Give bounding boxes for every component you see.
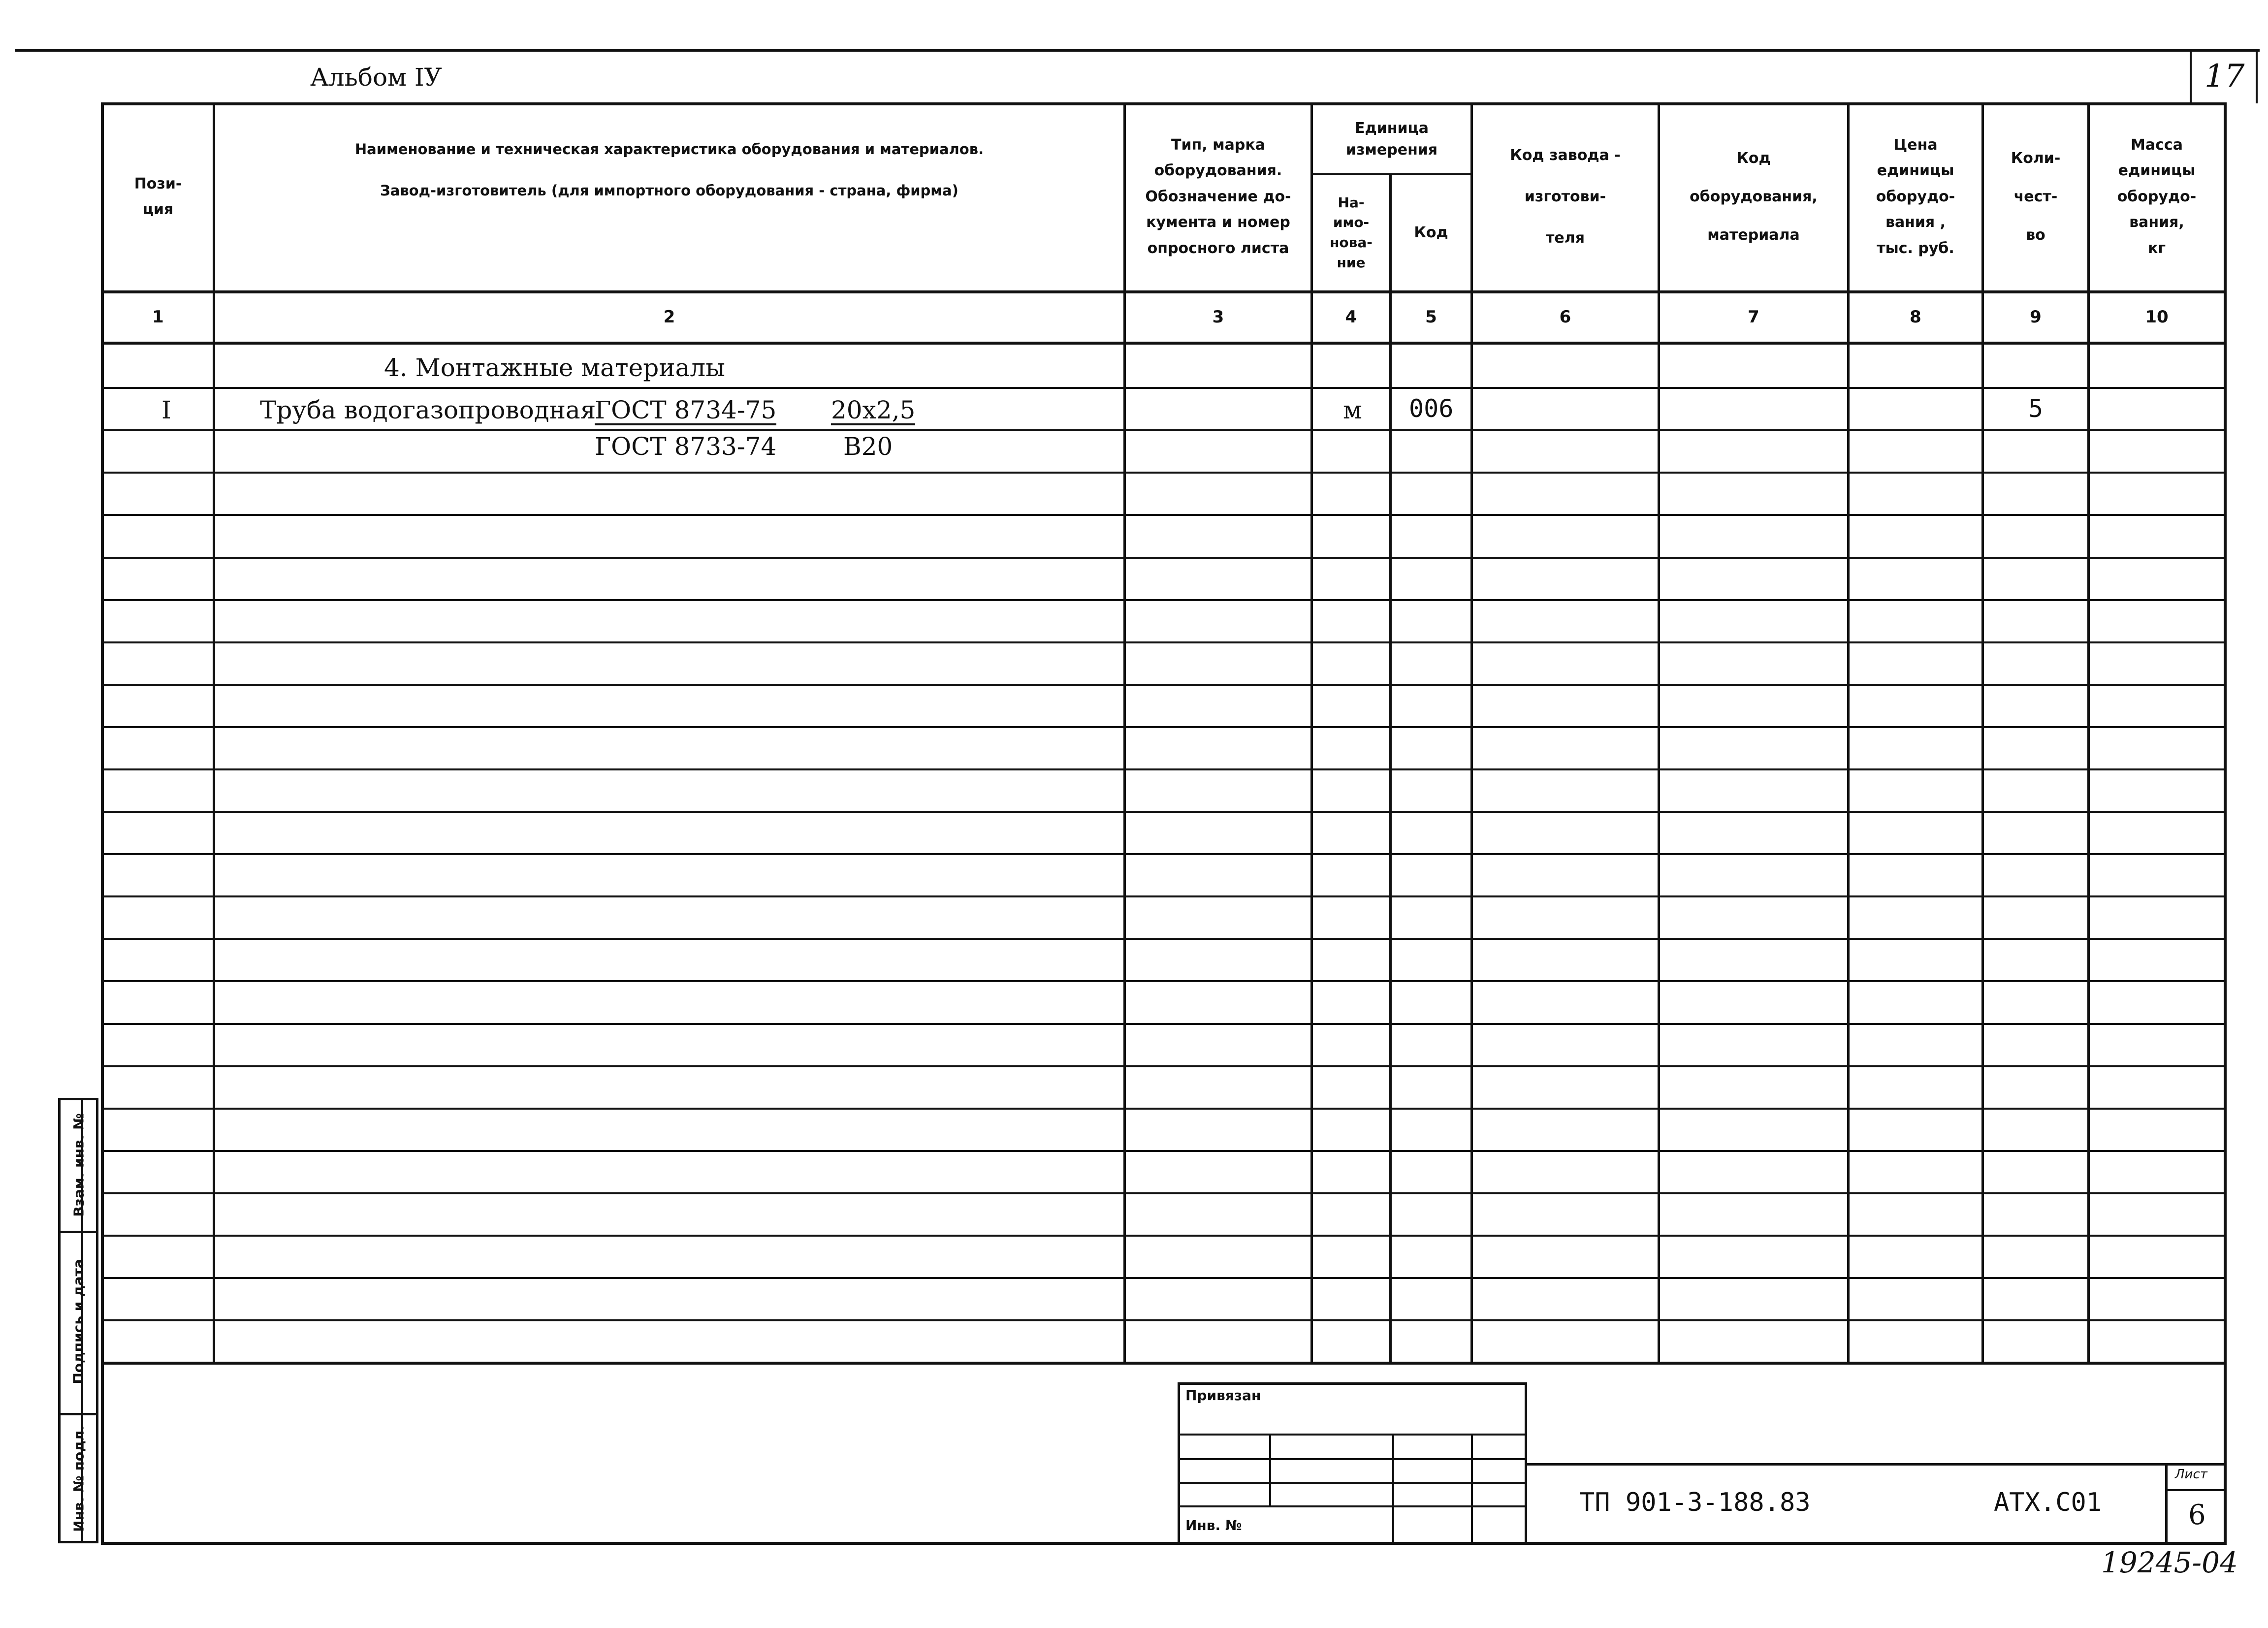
row-line [101,1065,2227,1067]
hdr-position: Пози- ция [134,175,182,218]
sheet-label: Лист [2175,1467,2207,1482]
hdr-quantity: Коли- чест- во [2011,150,2061,244]
row-line [101,557,2227,559]
col-number: 5 [1425,307,1437,327]
tied-rule [1178,1482,1527,1484]
doc-rule [1527,1463,2227,1466]
doc-code: ТП 901-3-188.83 [1579,1488,1811,1517]
row-line [101,768,2227,770]
row-line [101,726,2227,728]
row-line [101,1277,2227,1279]
item-gost-secondary: ГОСТ 8733-74 [595,432,777,461]
row-line [101,938,2227,940]
row-line [101,1319,2227,1321]
item-size: 20х2,5 [831,396,916,424]
unit-sub-rule [1310,173,1473,175]
row-line [101,895,2227,897]
tied-rule [1178,1458,1527,1460]
section-title: 4. Монтажные материалы [384,353,725,382]
drawing-code: АТХ.С01 [1994,1488,2102,1517]
item-position: I [161,396,171,424]
col-number: 8 [1910,307,1921,327]
archive-number: 19245-04 [2101,1546,2238,1579]
row-line [101,1108,2227,1110]
side-stamp-signature: Подпись и дата [70,1259,87,1384]
sheet-number: 6 [2188,1499,2206,1531]
row-line [101,1192,2227,1194]
col-number: 6 [1559,307,1571,327]
side-stamp-divider [58,1413,98,1415]
hdr-name: Наименование и техническая характеристика оборудования и материалов. Завод-изготовитель (для импортного оборудования - страна, фирма) [354,140,984,199]
numbers-rule [101,342,2227,345]
row-line [101,1023,2227,1025]
row-line [101,684,2227,686]
hdr-price: Цена единицы оборудо- вания , тыс. руб. [1876,136,1955,257]
row-line [101,472,2227,474]
sheet-corner-number: 17 [2204,58,2245,95]
inv-label: Инв. № [1185,1517,1242,1533]
item-unit-code: 006 [1409,394,1454,423]
col-number: 3 [1212,307,1224,327]
item-gost-primary: ГОСТ 8734-75 [595,396,777,424]
row-line [101,1235,2227,1237]
tied-col [1269,1434,1271,1505]
hdr-unit-group: Единица измерения [1345,120,1438,159]
col-number: 10 [2145,307,2169,327]
hdr-equipment-code: Код оборудования, материала [1690,150,1818,244]
album-label: Альбом IУ [310,63,442,92]
hdr-mass: Масса единицы оборудо- вания, кг [2117,136,2197,257]
header-rule [101,290,2227,293]
row-line [101,1150,2227,1152]
side-stamp-inv: Инв. № подл. [70,1425,87,1532]
tied-rule [1178,1434,1527,1436]
col-number: 9 [2030,307,2042,327]
table-bottom-rule [101,1362,2227,1365]
tied-rule [1178,1505,1527,1507]
item-quantity: 5 [2028,394,2044,423]
item-name: Труба водогазопроводная [260,396,596,424]
tied-label: Привязан [1185,1387,1261,1404]
row-line [101,641,2227,643]
col-number: 2 [663,307,675,327]
top-rule [15,49,2260,52]
col-number: 1 [152,307,164,327]
item-unit: м [1343,396,1362,424]
hdr-unit-name: На- имо- нова- ние [1330,194,1373,271]
row-line [101,514,2227,516]
row-line [101,811,2227,813]
hdr-type: Тип, марка оборудования. Обозначение до- кумента и номер опросного листа [1145,136,1291,257]
tied-col [1392,1434,1394,1545]
row-line [101,429,2227,431]
sheet-box-rule [2165,1489,2227,1491]
col-number: 7 [1748,307,1759,327]
hdr-unit-code: Код [1414,223,1448,241]
tied-col [1471,1434,1473,1545]
row-line [101,599,2227,601]
row-line [101,387,2227,389]
item-grade: В20 [843,432,893,461]
side-stamp-replace: Взам. инв. № [70,1113,87,1217]
row-line [101,980,2227,982]
row-line [101,853,2227,855]
hdr-factory-code: Код завода - изготови- теля [1510,147,1621,247]
col-number: 4 [1345,307,1357,327]
